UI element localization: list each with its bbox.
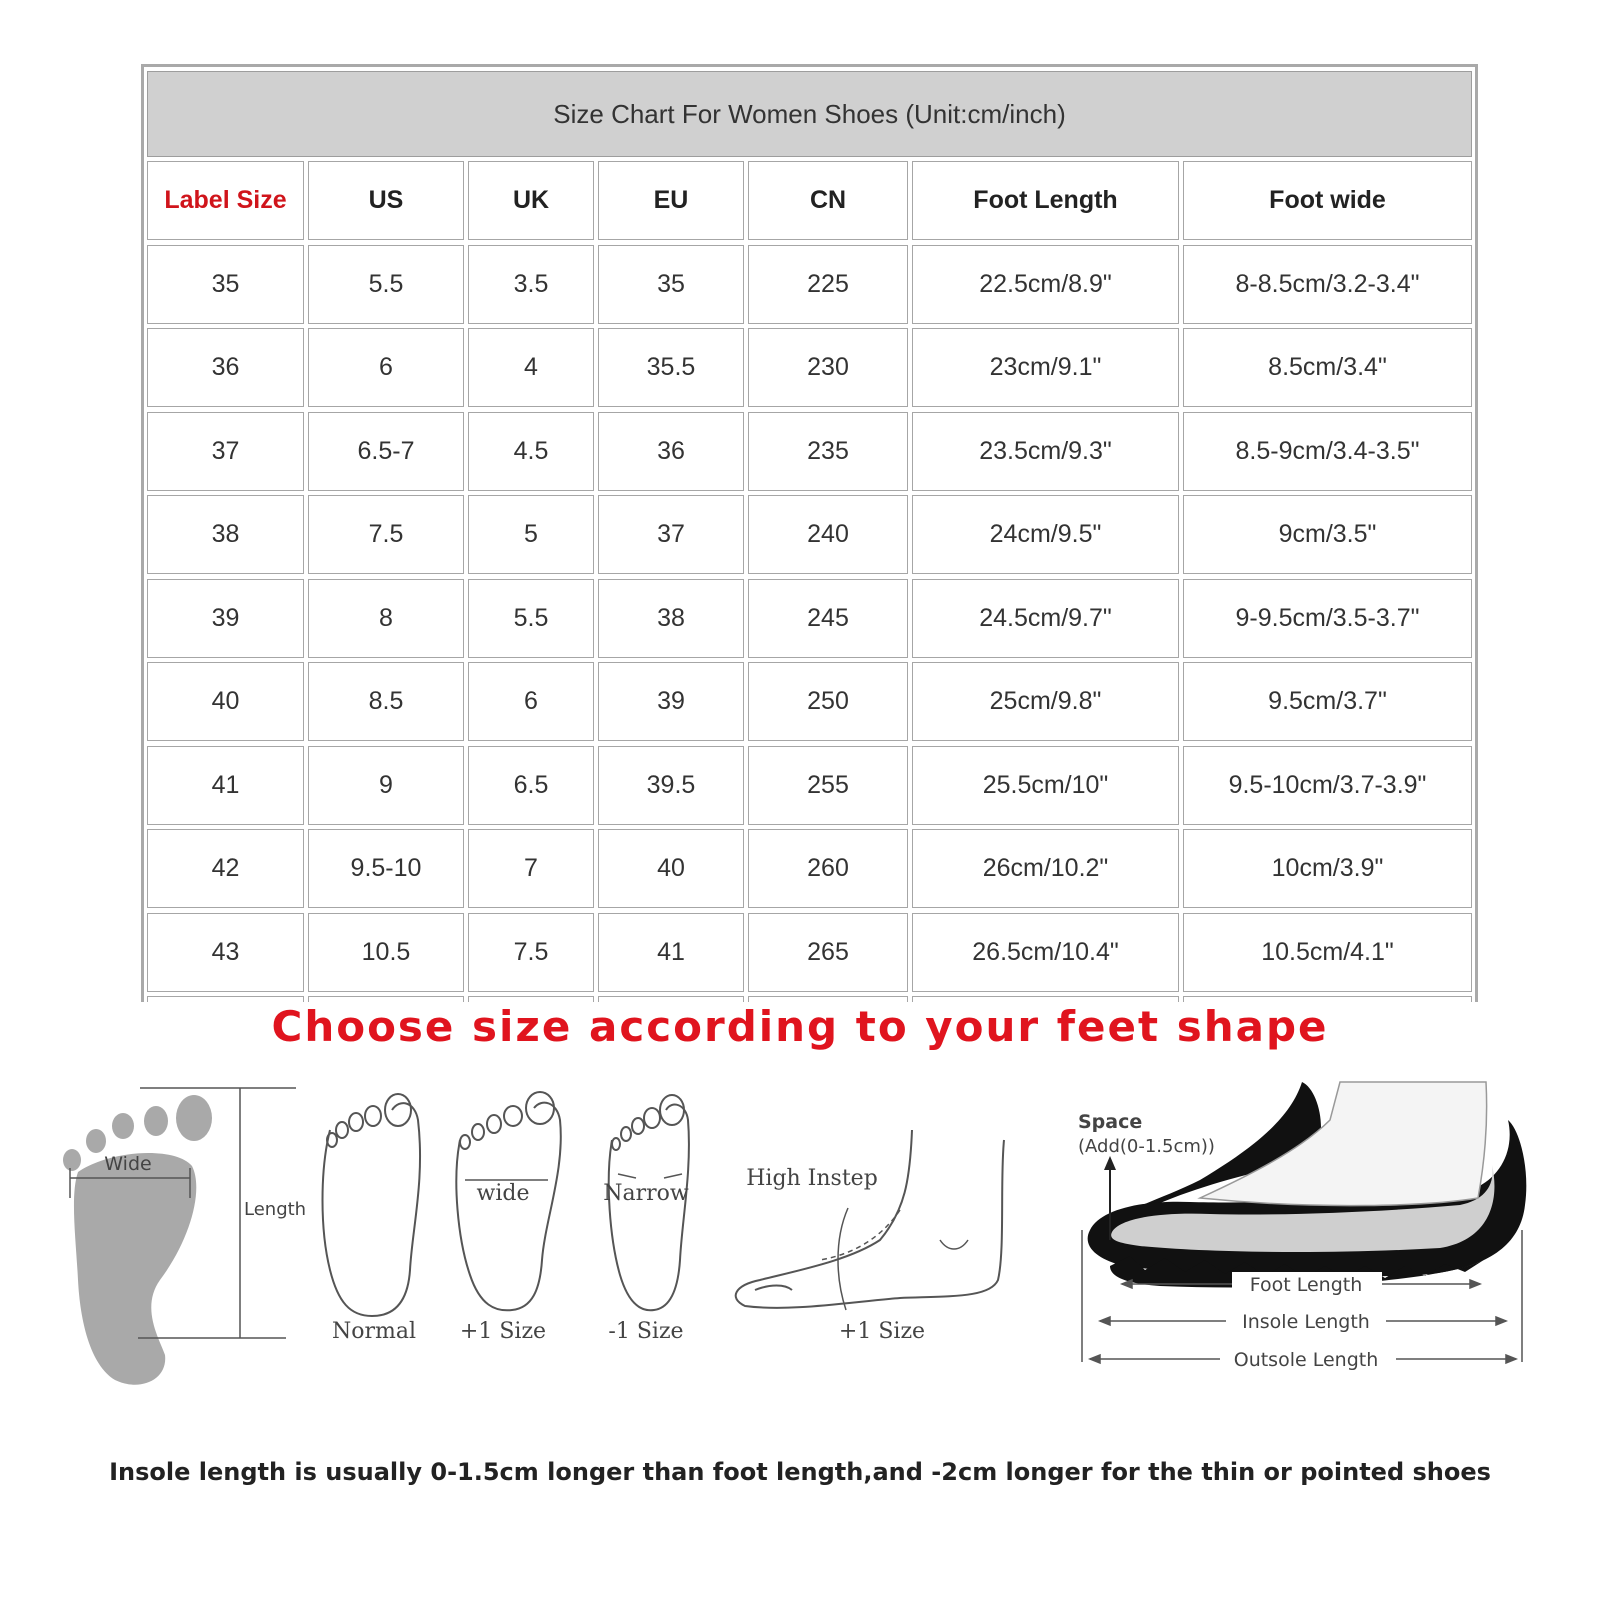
table-cell: 35 [147, 245, 304, 324]
narrow-foot-label: Narrow [603, 1181, 689, 1206]
table-cell: 6.5 [468, 746, 594, 825]
table-cell: 9.5-10 [308, 829, 464, 908]
space-note: (Add(0-1.5cm)) [1078, 1136, 1215, 1157]
table-cell: 35.5 [598, 328, 744, 407]
column-header: CN [748, 161, 908, 240]
high-instep-foot-icon [736, 1130, 1004, 1310]
instep-size-label: +1 Size [838, 1319, 926, 1344]
table-cell: 36 [598, 412, 744, 491]
column-header: Foot Length [912, 161, 1179, 240]
table-cell: 5 [468, 495, 594, 574]
table-cell: 6 [308, 328, 464, 407]
table-cell: 39.5 [598, 746, 744, 825]
table-cell: 230 [748, 328, 908, 407]
table-cell: 8-8.5cm/3.2-3.4" [1183, 245, 1472, 324]
column-header: US [308, 161, 464, 240]
table-cell: 260 [748, 829, 908, 908]
foot-silhouette-icon [63, 1095, 212, 1385]
table-cell: 9.5-10cm/3.7-3.9" [1183, 746, 1472, 825]
table-cell: 39 [598, 662, 744, 741]
column-header: Foot wide [1183, 161, 1472, 240]
table-cell: 40 [147, 662, 304, 741]
table-cell: 6 [468, 662, 594, 741]
table-cell: 10cm/3.9" [1183, 829, 1472, 908]
table-cell: 255 [748, 746, 908, 825]
table-cell: 26.5cm/10.4" [912, 913, 1179, 992]
table-cell: 37 [598, 495, 744, 574]
table-cell: 39 [147, 579, 304, 658]
table-cell: 36 [147, 328, 304, 407]
table-cell: 41 [147, 746, 304, 825]
column-header: Label Size [147, 161, 304, 240]
wide-label: Wide [104, 1153, 152, 1175]
table-cell: 3.5 [468, 245, 594, 324]
table-cell: 265 [748, 913, 908, 992]
table-cell: 43 [147, 913, 304, 992]
table-cell: 24.5cm/9.7" [912, 579, 1179, 658]
high-instep-label: High Instep [746, 1166, 878, 1191]
table-cell: 5.5 [468, 579, 594, 658]
table-cell: 25.5cm/10" [912, 746, 1179, 825]
table-cell: 7.5 [468, 913, 594, 992]
headline: Choose size according to your feet shape [271, 1002, 1329, 1051]
table-title: Size Chart For Women Shoes (Unit:cm/inch) [147, 71, 1472, 157]
table-cell: 4.5 [468, 412, 594, 491]
table-cell: 40 [598, 829, 744, 908]
wide-foot-label: wide [476, 1181, 530, 1206]
table-cell: 9cm/3.5" [1183, 495, 1472, 574]
table-cell: 8.5cm/3.4" [1183, 328, 1472, 407]
space-label: Space [1078, 1111, 1143, 1133]
table-cell: 4 [468, 328, 594, 407]
table-cell: 10.5cm/4.1" [1183, 913, 1472, 992]
foot-shape-diagram [0, 1080, 1600, 1420]
shoe-cross-section-icon [1088, 1082, 1527, 1288]
table-cell: 7 [468, 829, 594, 908]
narrow-size-label: -1 Size [608, 1319, 684, 1344]
table-cell: 10.5 [308, 913, 464, 992]
table-cell: 9 [308, 746, 464, 825]
table-cell: 250 [748, 662, 908, 741]
table-cell: 8.5 [308, 662, 464, 741]
table-cell: 24cm/9.5" [912, 495, 1179, 574]
table-cell: 22.5cm/8.9" [912, 245, 1179, 324]
table-cell: 23.5cm/9.3" [912, 412, 1179, 491]
table-cell: 8.5-9cm/3.4-3.5" [1183, 412, 1472, 491]
outsole-length-label: Outsole Length [1233, 1349, 1379, 1371]
insole-length-label: Insole Length [1242, 1311, 1370, 1333]
size-chart-table [141, 64, 1478, 1002]
table-cell: 5.5 [308, 245, 464, 324]
table-cell: 9.5cm/3.7" [1183, 662, 1472, 741]
table-cell: 38 [147, 495, 304, 574]
column-header: UK [468, 161, 594, 240]
table-cell: 25cm/9.8" [912, 662, 1179, 741]
wide-size-label: +1 Size [459, 1319, 547, 1344]
table-cell: 240 [748, 495, 908, 574]
table-cell: 225 [748, 245, 908, 324]
table-cell: 42 [147, 829, 304, 908]
table-cell: 9-9.5cm/3.5-3.7" [1183, 579, 1472, 658]
table-cell: 38 [598, 579, 744, 658]
table-cell: 37 [147, 412, 304, 491]
table-cell: 8 [308, 579, 464, 658]
table-cell: 41 [598, 913, 744, 992]
footnote: Insole length is usually 0-1.5cm longer than foot length,and -2cm longer for the thin or pointed shoes [109, 1458, 1491, 1486]
normal-size-label: Normal [331, 1319, 417, 1344]
table-cell: 6.5-7 [308, 412, 464, 491]
normal-foot-icon [323, 1094, 421, 1316]
foot-length-label: Foot Length [1249, 1274, 1363, 1296]
table-cell: 23cm/9.1" [912, 328, 1179, 407]
length-label: Length [244, 1199, 307, 1220]
table-cell: 245 [748, 579, 908, 658]
column-header: EU [598, 161, 744, 240]
table-cell: 235 [748, 412, 908, 491]
table-cell: 7.5 [308, 495, 464, 574]
table-cell: 35 [598, 245, 744, 324]
table-cell: 26cm/10.2" [912, 829, 1179, 908]
